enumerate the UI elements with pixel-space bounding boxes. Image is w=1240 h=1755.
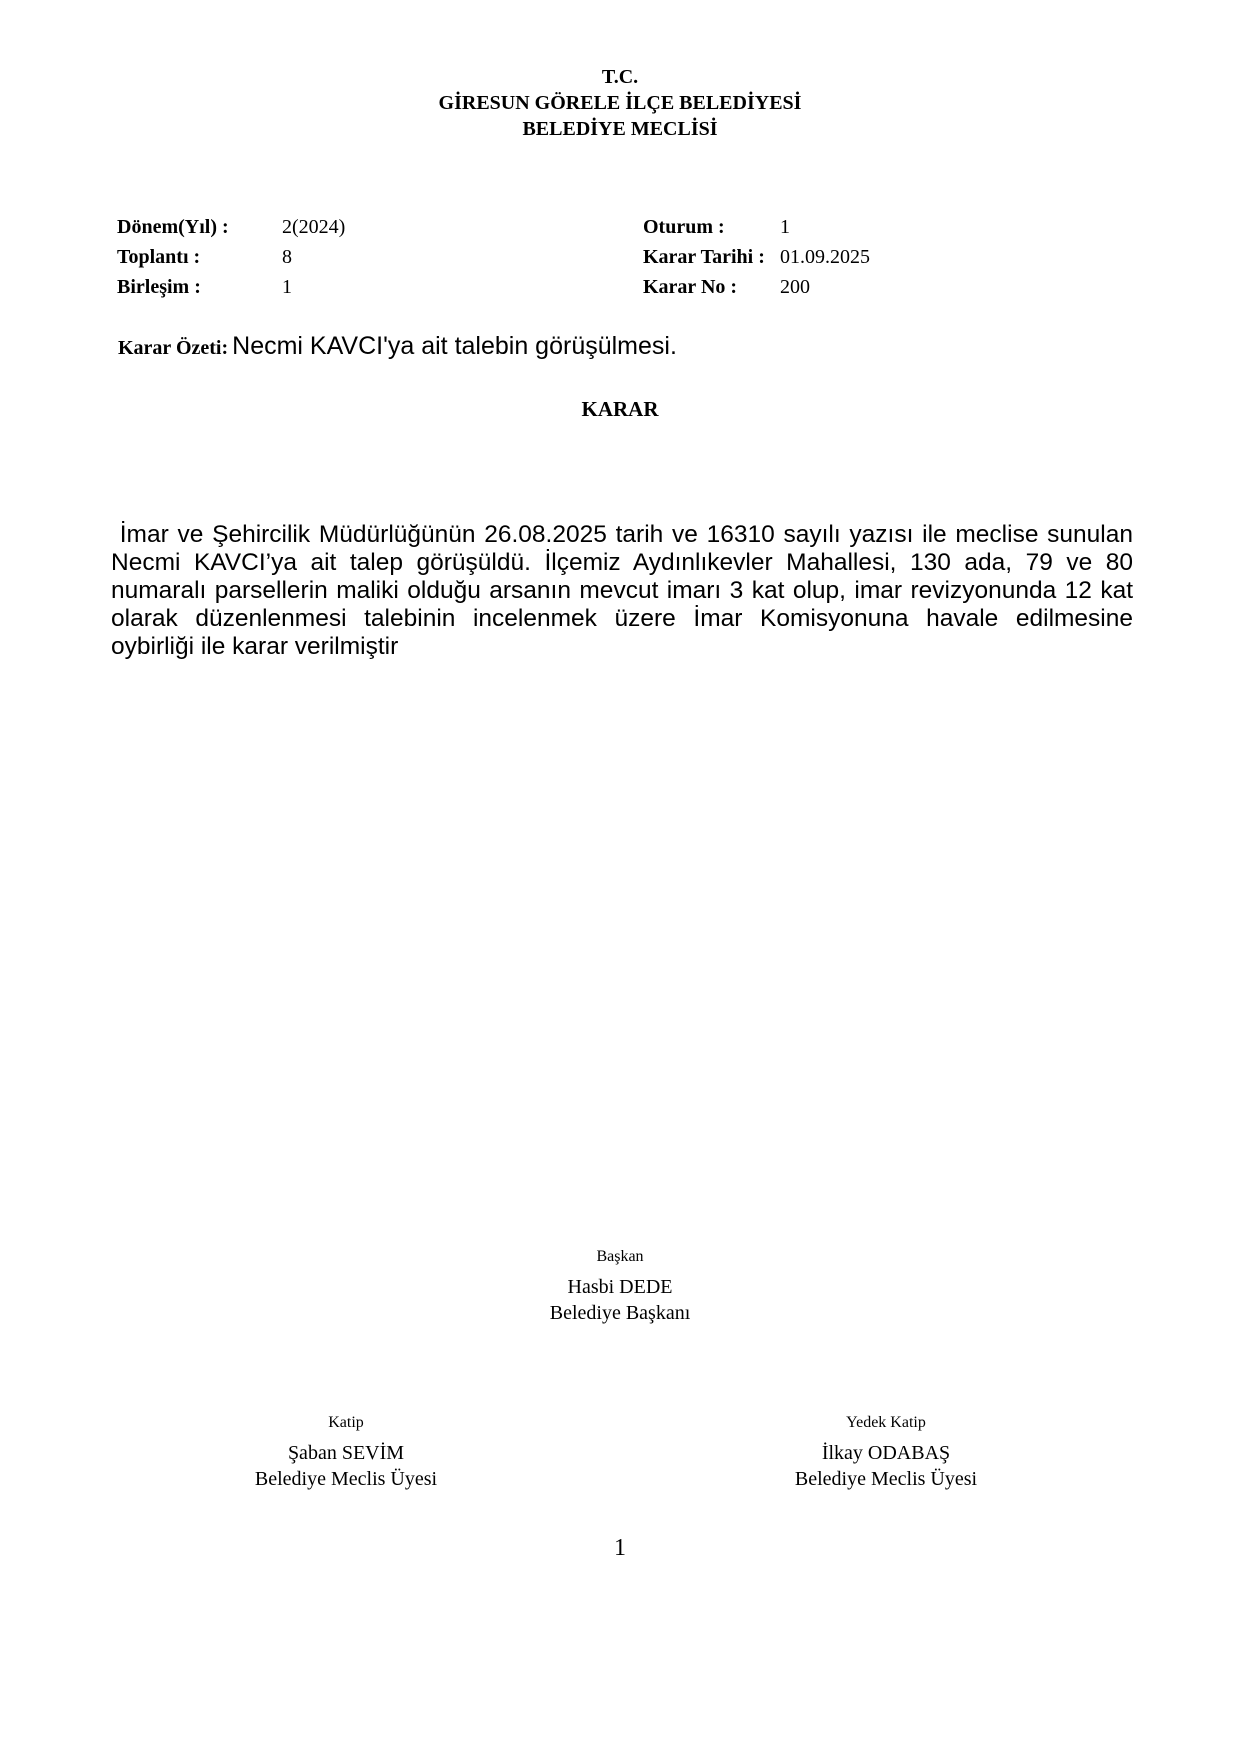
page-number: 1 xyxy=(614,1535,626,1561)
summary-label: Karar Özeti: xyxy=(118,337,229,359)
meta-label: Karar No : xyxy=(643,276,738,298)
meta-left xyxy=(117,212,517,302)
signature-title: Belediye Meclis Üyesi xyxy=(794,1468,978,1490)
decision-body xyxy=(111,521,1133,661)
header-municipality: GİRESUN GÖRELE İLÇE BELEDİYESİ xyxy=(438,92,802,114)
signature-name: İlkay ODABAŞ xyxy=(821,1442,951,1464)
meta-label: Dönem(Yıl) : xyxy=(117,216,229,238)
summary-text: Necmi KAVCI'ya ait talebin görüşülmesi. xyxy=(232,332,677,360)
signature-role: Başkan xyxy=(596,1248,644,1265)
signature-role: Yedek Katip xyxy=(846,1414,926,1431)
meta-label: Karar Tarihi : xyxy=(643,246,765,268)
header-tc: T.C. xyxy=(601,66,639,88)
meta-right xyxy=(643,212,1043,302)
meta-value: 200 xyxy=(780,276,810,298)
meta-label: Toplantı : xyxy=(117,246,201,268)
meta-value: 01.09.2025 xyxy=(780,246,870,268)
meta-value: 1 xyxy=(780,216,790,238)
meta-value: 2(2024) xyxy=(282,216,346,238)
signature-role: Katip xyxy=(328,1414,364,1431)
meta-row-decision-date xyxy=(643,242,1043,272)
meta-value: 1 xyxy=(282,276,292,298)
meta-label: Oturum : xyxy=(643,216,725,238)
document-header xyxy=(0,64,1240,142)
signature-name: Şaban SEVİM xyxy=(287,1442,405,1464)
meta-row-term xyxy=(117,212,517,242)
signature-name: Hasbi DEDE xyxy=(567,1276,673,1298)
signature-clerk xyxy=(196,1412,496,1492)
signature-title: Belediye Başkanı xyxy=(549,1302,691,1324)
signature-title: Belediye Meclis Üyesi xyxy=(254,1468,438,1490)
meta-row-session xyxy=(117,272,517,302)
decision-body-text: İmar ve Şehircilik Müdürlüğünün 26.08.2025 tarih ve 16310 sayılı yazısı ile meclise sunulan Necmi KAVCI’ya ait talep görüşüldü. İlçemiz Aydınlıkevler Mahallesi, 130 ada, 79 ve 80 numaralı parsellerin maliki olduğu arsanın mevcut imarı 3 kat olup, imar revizyonunda 12 kat olarak düzenlenmesi talebinin incelenmek üzere İmar Komisyonuna havale edilmesine oybirliği ile karar verilmiştir xyxy=(111,521,1134,660)
header-council: BELEDİYE MECLİSİ xyxy=(522,118,718,140)
decision-summary xyxy=(118,332,677,361)
decision-title: KARAR xyxy=(581,397,659,421)
meta-label: Birleşim : xyxy=(117,276,201,298)
meta-row-decision-no xyxy=(643,272,1043,302)
signature-president xyxy=(470,1246,770,1326)
meta-row-meeting xyxy=(117,242,517,272)
meta-row-sitting xyxy=(643,212,1043,242)
signature-deputy-clerk xyxy=(736,1412,1036,1492)
meta-value: 8 xyxy=(282,246,292,268)
